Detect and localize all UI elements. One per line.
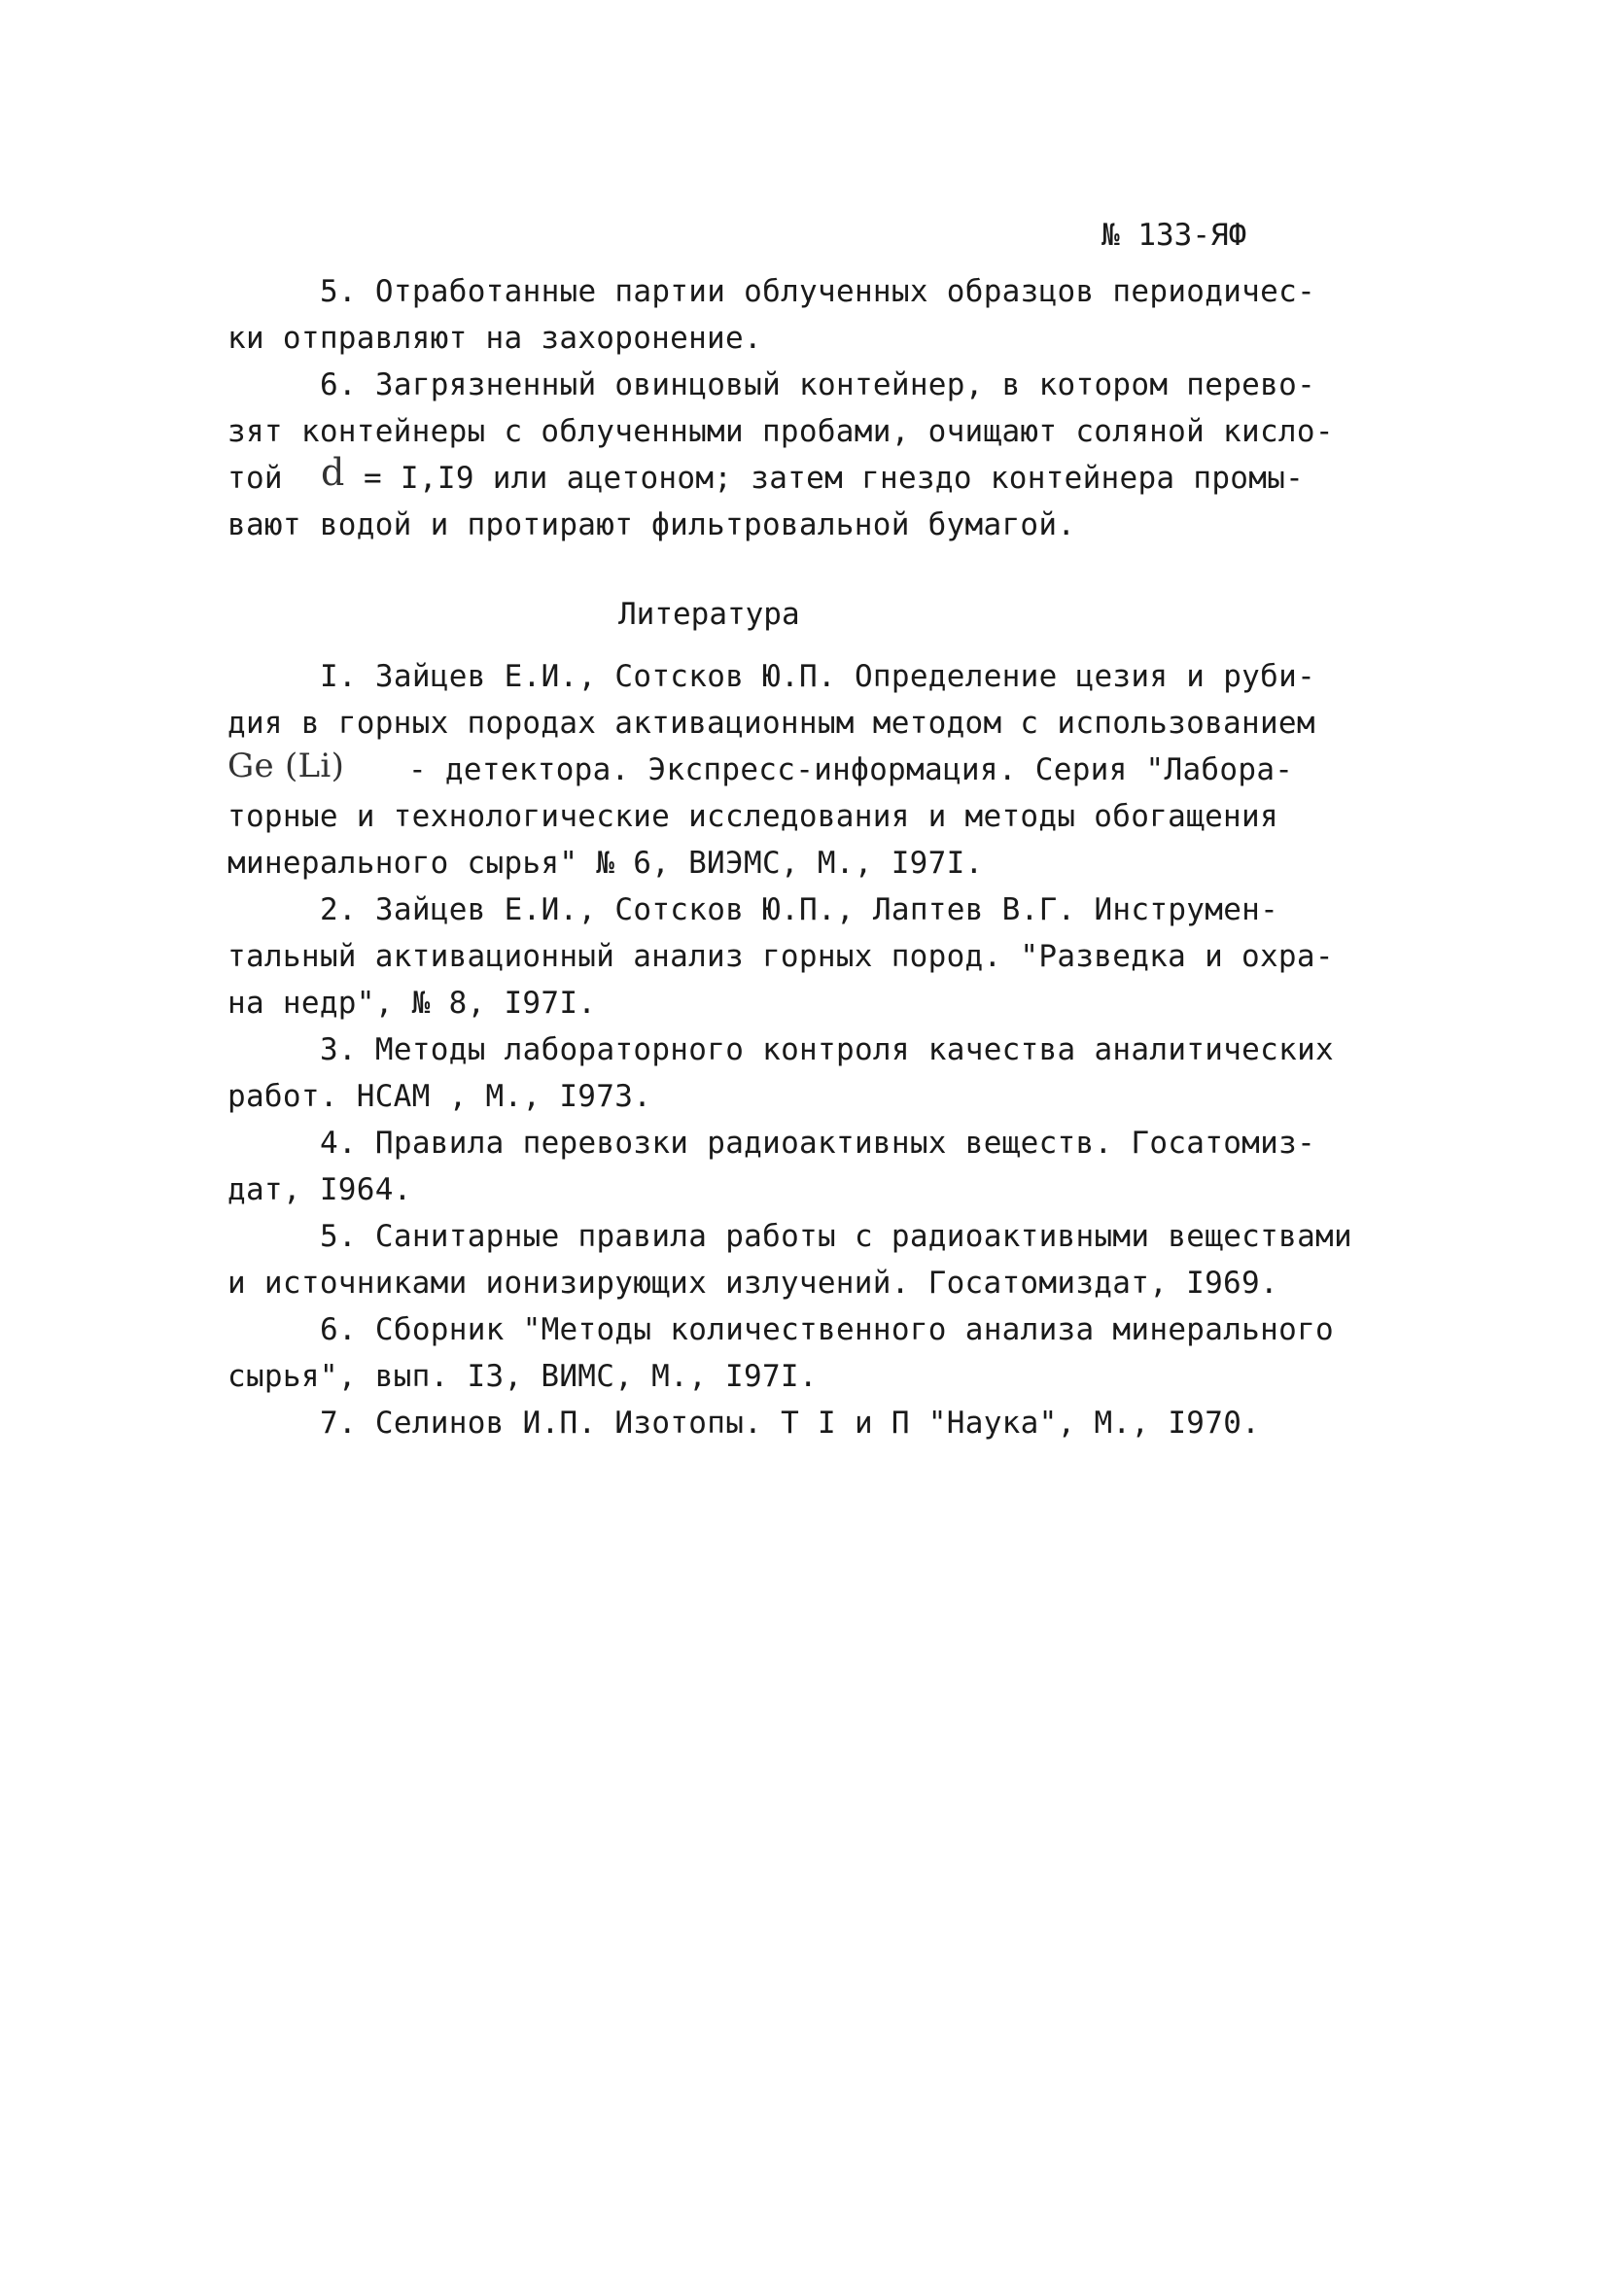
paragraph-5-line-1: 5. Отработанные партии облученных образцов периодичес- (320, 274, 1316, 309)
reference-1-line-1: I. Зайцев Е.И., Сотсков Ю.П. Определение цезия и руби- (320, 659, 1316, 694)
reference-4-line-2: дат, I964. (227, 1172, 412, 1207)
reference-1-line-4: торные и технологические исследования и методы обогащения (227, 799, 1278, 834)
reference-5-line-1: 5. Санитарные правила работы с радиоактивными веществами (320, 1219, 1352, 1254)
handwritten-density-symbol: d (321, 451, 345, 494)
reference-1-line-5: минерального сырья" № 6, ВИЭМС, М., I97I. (227, 846, 984, 881)
reference-1-line-3: - детектора. Экспресс-информация. Серия "Лабора- (408, 752, 1294, 787)
paragraph-5-line-2: ки отправляют на захоронение. (227, 321, 762, 356)
paragraph-6-line-3-start: той (227, 461, 283, 496)
reference-1-line-2: дия в горных породах активационным методом с использованием (227, 706, 1315, 741)
reference-6-line-2: сырья", вып. I3, ВИМС, М., I97I. (227, 1359, 818, 1394)
reference-5-line-2: и источниками ионизирующих излучений. Госатомиздат, I969. (227, 1266, 1278, 1301)
paragraph-6-line-1: 6. Загрязненный овинцовый контейнер, в котором перево- (320, 367, 1316, 402)
reference-2-line-2: тальный активационный анализ горных пород. "Разведка и охра- (227, 939, 1334, 974)
reference-6-line-1: 6. Сборник "Методы количественного анализа минерального (320, 1312, 1334, 1347)
reference-4-line-1: 4. Правила перевозки радиоактивных веществ. Госатомиз- (320, 1126, 1316, 1161)
document-number: № 133-ЯФ (1101, 218, 1247, 253)
paragraph-6-line-3-end: = I,I9 или ацетоном; затем гнездо контейнера промы- (364, 461, 1305, 496)
paragraph-6-line-4: вают водой и протирают фильтровальной бумагой. (227, 507, 1076, 542)
paragraph-6-line-2: зят контейнеры с облученными пробами, очищают соляной кисло- (227, 414, 1334, 449)
reference-7-line-1: 7. Селинов И.П. Изотопы. Т I и П "Наука", М., I970. (320, 1406, 1261, 1441)
reference-3-line-1: 3. Методы лабораторного контроля качества аналитических (320, 1032, 1334, 1067)
reference-2-line-3: на недр", № 8, I97I. (227, 986, 597, 1021)
reference-3-line-2: работ. НСАМ , М., I973. (227, 1079, 652, 1114)
literature-heading: Литература (618, 597, 800, 632)
reference-2-line-1: 2. Зайцев Е.И., Сотсков Ю.П., Лаптев В.Г. Инструмен- (320, 892, 1279, 927)
handwritten-ge-li: Ge (Li) (227, 747, 345, 785)
